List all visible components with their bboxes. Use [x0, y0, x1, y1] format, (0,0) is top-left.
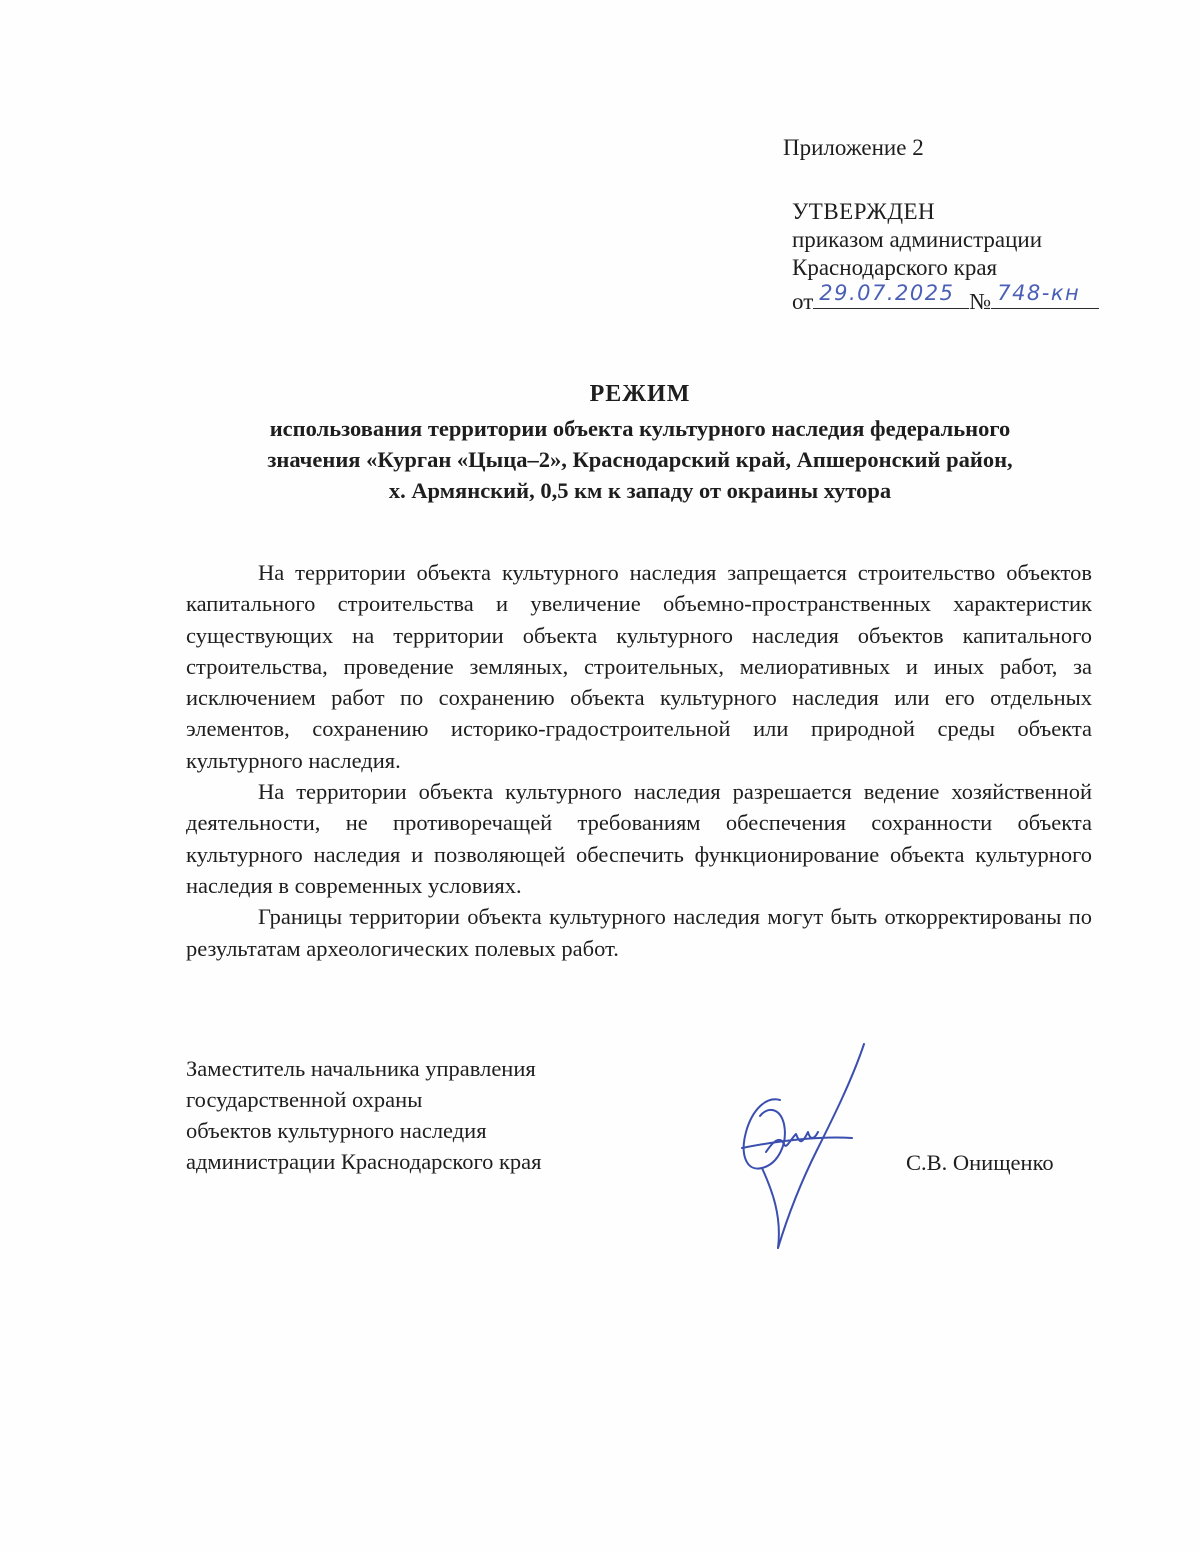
approved-by-line-2: Краснодарского края: [792, 255, 998, 280]
approval-block: [792, 198, 1099, 316]
order-date-handwritten: 29.07.2025: [819, 281, 955, 305]
approved-by-line-1: приказом администрации: [792, 227, 1043, 252]
order-number-handwritten: 748-кн: [997, 281, 1081, 305]
title-line-3: х. Армянский, 0,5 км к западу от окраины хутора: [388, 478, 892, 503]
title-main: РЕЖИМ: [589, 381, 691, 407]
title-line-1: использования территории объекта культурного наследия федерального: [269, 416, 1011, 441]
signer-name: С.В. Онищенко: [906, 1150, 1054, 1175]
signer-title-line: объектов культурного наследия: [186, 1118, 487, 1143]
approved-label: УТВЕРЖДЕН: [792, 199, 936, 224]
title-line-2: значения «Курган «Цыца–2», Краснодарский край, Апшеронский район,: [267, 447, 1013, 472]
document-title: [180, 379, 1100, 506]
signer-title-line: администрации Краснодарского края: [186, 1149, 542, 1174]
paragraph-boundaries: Границы территории объекта культурного наследия могут быть откорректированы по результатам археологических полевых работ.: [186, 904, 1092, 961]
paragraph-permission: На территории объекта культурного наследия разрешается ведение хозяйственной деятельности, не противоречащей требованиям обеспечения сохранности объекта культурного наследия и позволяющей обеспечить функционирование объекта культурного наследия в современных условиях.: [186, 779, 1092, 898]
body-text: [186, 557, 1092, 964]
handwritten-signature: [722, 1040, 872, 1255]
appendix-label: Приложение 2: [783, 135, 924, 160]
order-date-number-line: [792, 282, 1099, 316]
number-prefix: №: [969, 289, 992, 314]
signer-title-line: Заместитель начальника управления: [186, 1056, 536, 1081]
order-date-field: [813, 282, 969, 309]
paragraph-prohibition: На территории объекта культурного наследия запрещается строительство объектов капитального строительства и увеличение объемно-пространственных характеристик существующих на территории объекта культурного наследия объектов капитального строительства, проведение земляных, строительных, мелиоративных и иных работ, за исключением работ по сохранению объекта культурного наследия или его отдельных элементов, сохранению историко-градостроительной или природной среды объекта культурного наследия.: [186, 560, 1092, 773]
signer-title: [186, 1053, 542, 1177]
date-prefix: от: [792, 289, 814, 314]
order-number-field: [991, 282, 1099, 309]
signer-title-line: государственной охраны: [186, 1087, 423, 1112]
